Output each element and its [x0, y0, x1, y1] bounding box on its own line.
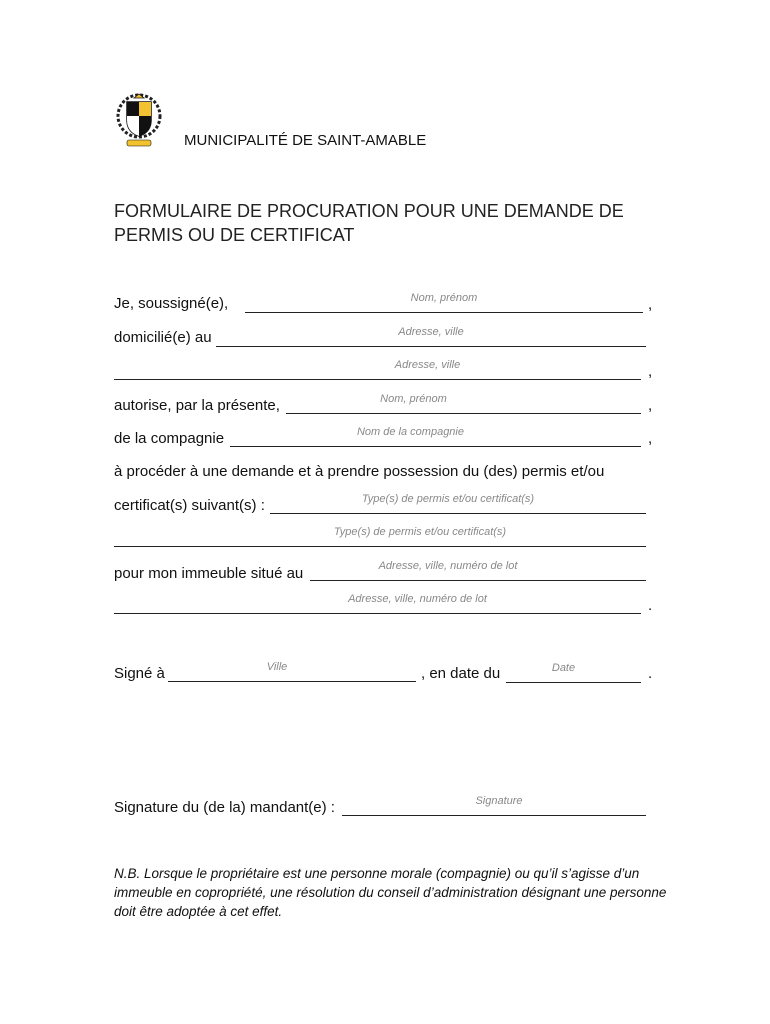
- type-permis-field-1[interactable]: [270, 491, 646, 514]
- period: .: [648, 597, 653, 614]
- label-soussigne: Je, soussigné(e),: [114, 295, 229, 312]
- text-proceder: à procéder à une demande et à prendre possession du (des) permis et/ou: [114, 463, 605, 480]
- compagnie-field[interactable]: [230, 424, 641, 447]
- nb-note: N.B. Lorsque le propriétaire est une personne morale (compagnie) ou qu’il s’agisse d’un immeuble en copropriété, une résolution du conseil d’administration désignant une personne doit être adoptée à cet effet.: [114, 866, 667, 919]
- signature-field[interactable]: [342, 793, 646, 816]
- mandataire-nom-field[interactable]: [286, 391, 641, 414]
- period: .: [648, 665, 653, 682]
- nom-prenom-placeholder: Nom, prénom: [410, 292, 478, 304]
- form-title: [114, 199, 674, 247]
- immeuble-adresse-placeholder-2: Adresse, ville, numéro de lot: [348, 593, 487, 605]
- date-placeholder: Date: [551, 662, 576, 674]
- label-domicilie: domicilié(e) au: [114, 329, 212, 346]
- municipality-name: MUNICIPALITÉ DE SAINT-AMABLE: [184, 132, 427, 149]
- form-title-line2: PERMIS OU DE CERTIFICAT: [114, 225, 355, 245]
- municipal-coat-of-arms-icon: [114, 92, 164, 148]
- ville-placeholder: Ville: [266, 661, 288, 673]
- type-permis-field-2[interactable]: [114, 524, 646, 547]
- ville-field[interactable]: [168, 659, 416, 682]
- label-compagnie: de la compagnie: [114, 430, 225, 447]
- form-title-line1: FORMULAIRE DE PROCURATION POUR UNE DEMANDE DE: [114, 201, 624, 221]
- immeuble-adresse-field-2[interactable]: [114, 591, 641, 614]
- immeuble-adresse-placeholder-1: Adresse, ville, numéro de lot: [378, 560, 518, 572]
- comma: ,: [648, 397, 653, 414]
- mandataire-nom-placeholder: Nom, prénom: [380, 393, 447, 405]
- adresse-field-2[interactable]: [114, 357, 641, 380]
- label-immeuble: pour mon immeuble situé au: [114, 565, 304, 582]
- label-date: , en date du: [421, 665, 501, 682]
- comma: ,: [648, 296, 653, 313]
- signature-placeholder: Signature: [475, 795, 523, 807]
- label-signature: Signature du (de la) mandant(e) :: [114, 799, 335, 816]
- label-signe: Signé à: [114, 665, 165, 682]
- adresse-placeholder-2: Adresse, ville: [394, 359, 461, 371]
- type-permis-placeholder-2: Type(s) de permis et/ou certificat(s): [333, 526, 507, 538]
- type-permis-placeholder-1: Type(s) de permis et/ou certificat(s): [361, 493, 535, 505]
- nom-prenom-field[interactable]: [245, 290, 643, 313]
- adresse-field-1[interactable]: [216, 324, 646, 347]
- date-field[interactable]: [506, 660, 641, 683]
- label-autorise: autorise, par la présente,: [114, 397, 280, 414]
- comma: ,: [648, 363, 653, 380]
- compagnie-placeholder: Nom de la compagnie: [356, 426, 464, 438]
- comma: ,: [648, 430, 653, 447]
- label-certificats: certificat(s) suivant(s) :: [114, 497, 265, 514]
- immeuble-adresse-field-1[interactable]: [310, 558, 646, 581]
- adresse-placeholder-1: Adresse, ville: [398, 326, 464, 338]
